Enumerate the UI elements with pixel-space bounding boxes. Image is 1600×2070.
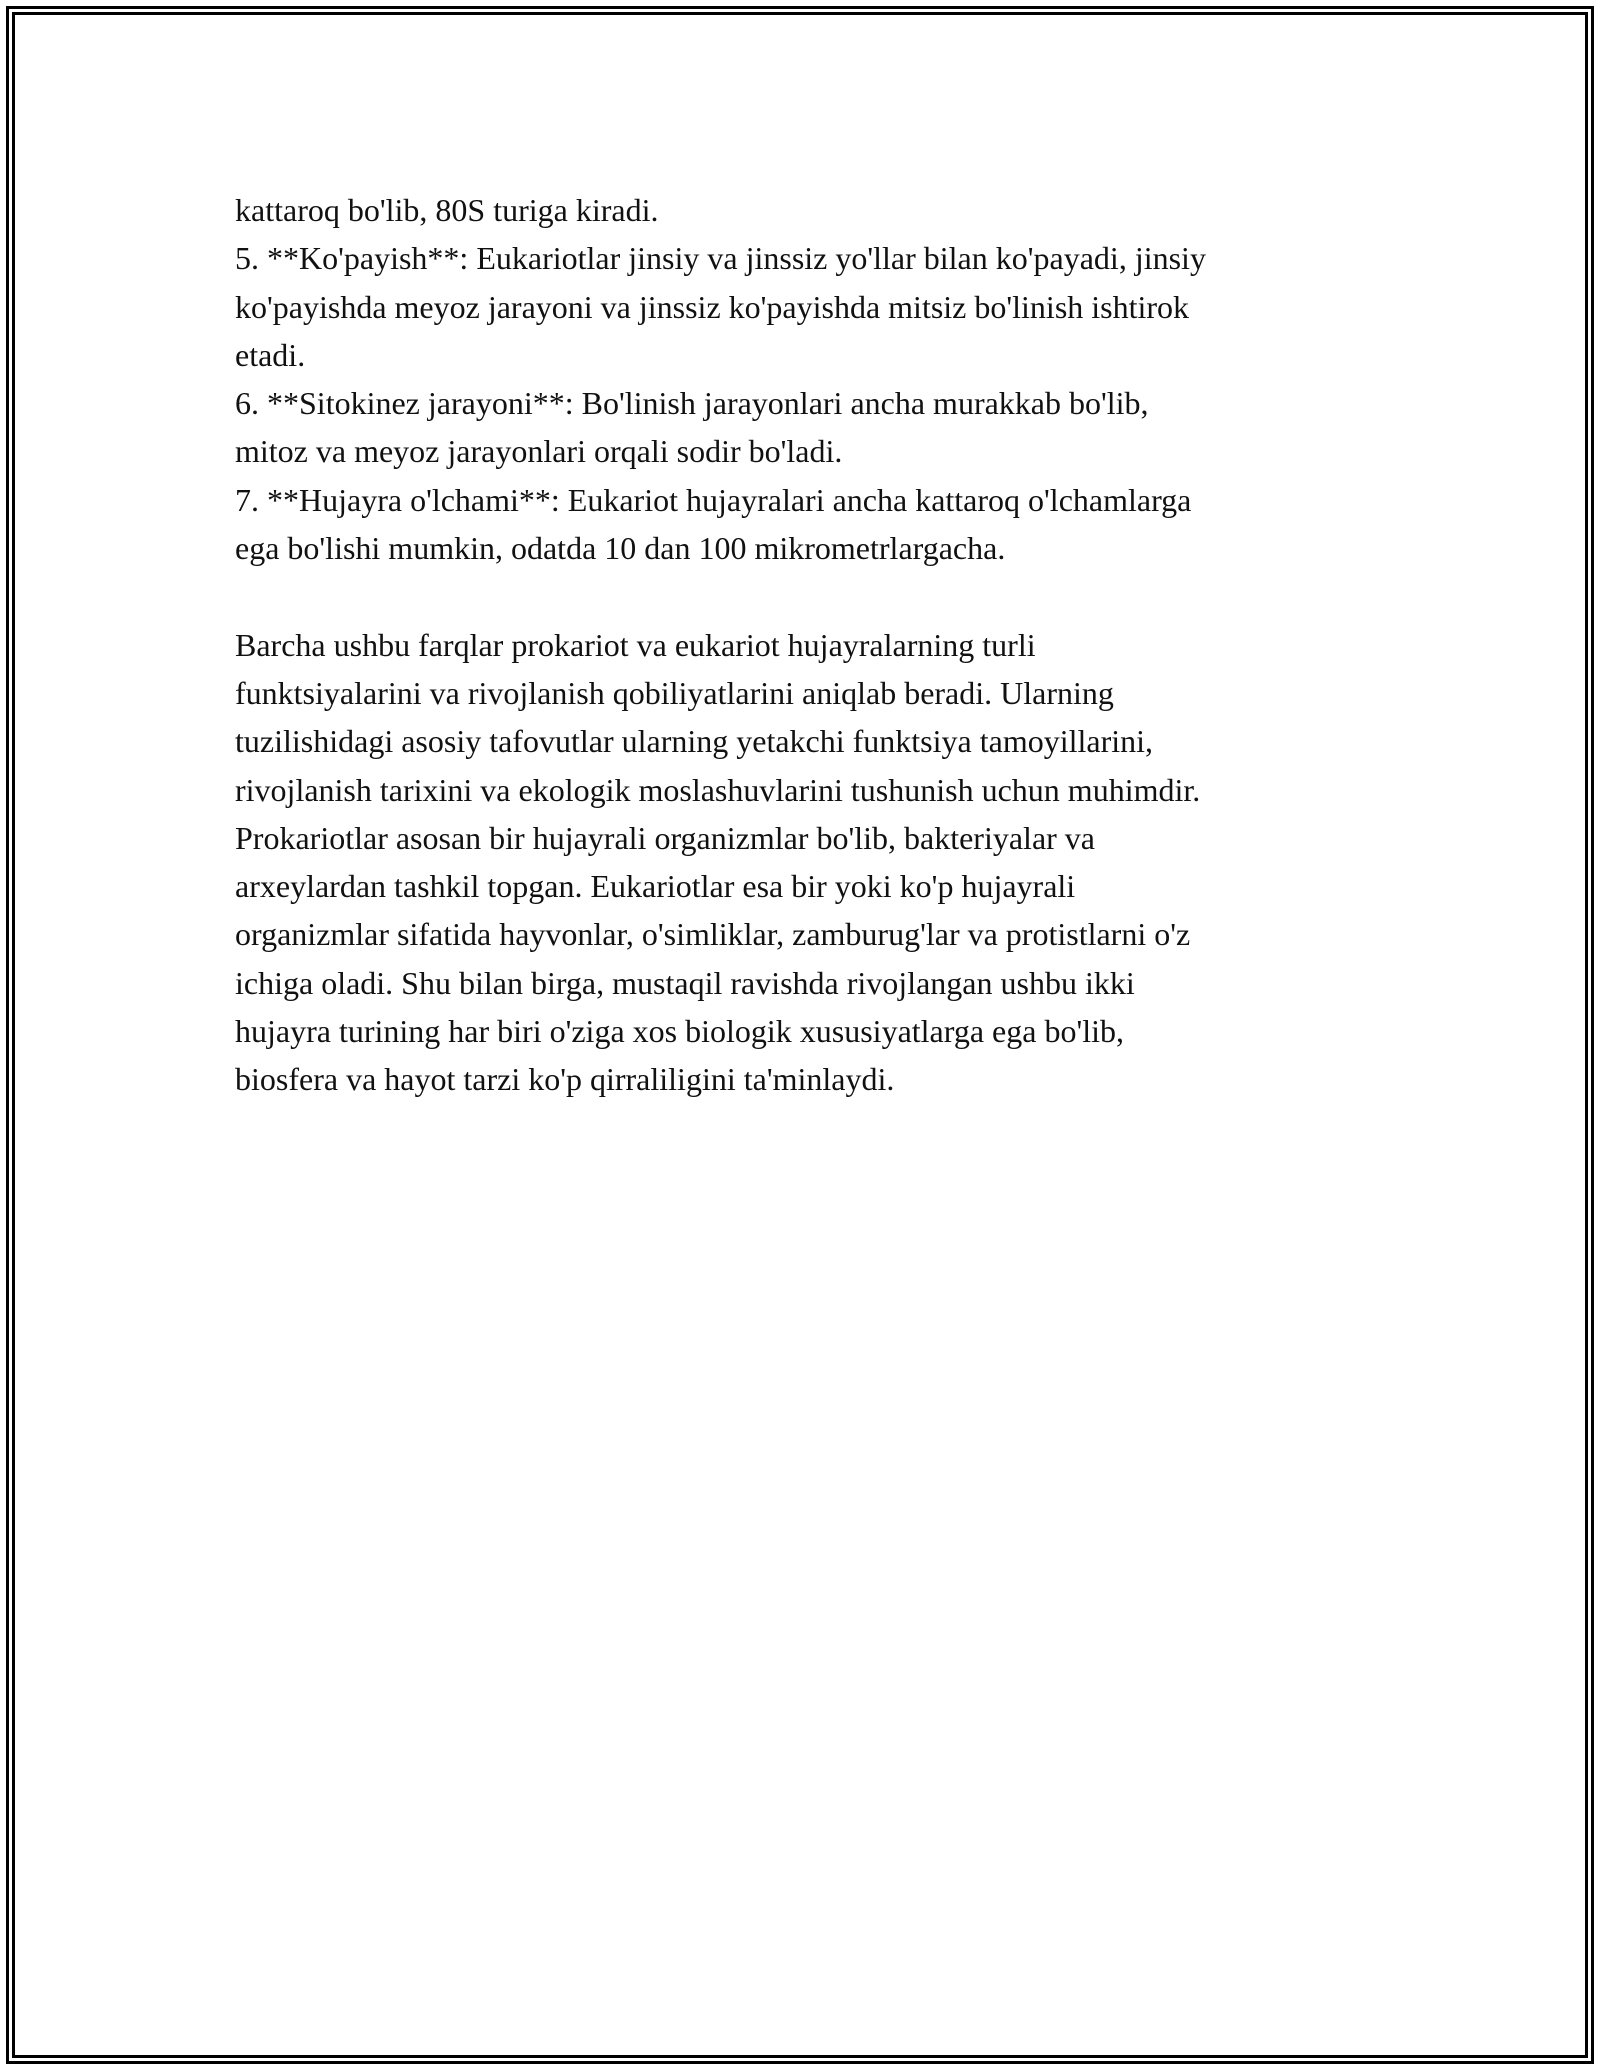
text-line: kattaroq bo'lib, 80S turiga kiradi. [235, 192, 659, 228]
document-body [235, 186, 1385, 1104]
text-line: hujayra turining har biri o'ziga xos biologik xususiyatlarga ega bo'lib, [235, 1013, 1124, 1050]
text-line: etadi. [235, 336, 306, 373]
text-line: tuzilishidagi asosiy tafovutlar ularning yetakchi funktsiya tamoyillarini, [235, 723, 1154, 760]
text-line: mitoz va meyoz jarayonlari orqali sodir bo'ladi. [235, 433, 843, 470]
text-line: ichiga oladi. Shu bilan birga, mustaqil ravishda rivojlangan ushbu ikki [235, 964, 1135, 1001]
text-line: Prokariotlar asosan bir hujayrali organizmlar bo'lib, bakteriyalar va [235, 819, 1095, 856]
text-line: biosfera va hayot tarzi ko'p qirraliligini ta'minlaydi. [235, 1061, 895, 1098]
text-line: organizmlar sifatida hayvonlar, o'simliklar, zamburug'lar va protistlarni o'z [235, 916, 1191, 953]
text-line: funktsiyalarini va rivojlanish qobiliyatlarini aniqlab beradi. Ularning [235, 674, 1114, 711]
text-line: Barcha ushbu farqlar prokariot va eukariot hujayralarning turli [235, 626, 1036, 663]
text-line: ko'payishda meyoz jarayoni va jinssiz ko'payishda mitsiz bo'linish ishtirok [235, 288, 1190, 325]
conclusion-paragraph [235, 621, 1385, 1104]
text-line: arxeylardan tashkil topgan. Eukariotlar esa bir yoki ko'p hujayrali [235, 868, 1076, 905]
text-line: rivojlanish tarixini va ekologik moslashuvlarini tushunish uchun muhimdir. [235, 771, 1201, 808]
list-continuation-block [235, 186, 1385, 572]
text-line: ega bo'lishi mumkin, odatda 10 dan 100 mikrometrlargacha. [235, 530, 1006, 567]
list-item-kopayish: 5. **Ko'payish**: Eukariotlar jinsiy va jinssiz yo'llar bilan ko'payadi, jinsiy [235, 240, 1206, 277]
list-item-sitokinez: 6. **Sitokinez jarayoni**: Bo'linish jarayonlari ancha murakkab bo'lib, [235, 385, 1149, 422]
paragraph-spacer [235, 572, 1385, 620]
list-item-hujayra-olchami: 7. **Hujayra o'lchami**: Eukariot hujayralari ancha kattaroq o'lchamlarga [235, 481, 1192, 518]
